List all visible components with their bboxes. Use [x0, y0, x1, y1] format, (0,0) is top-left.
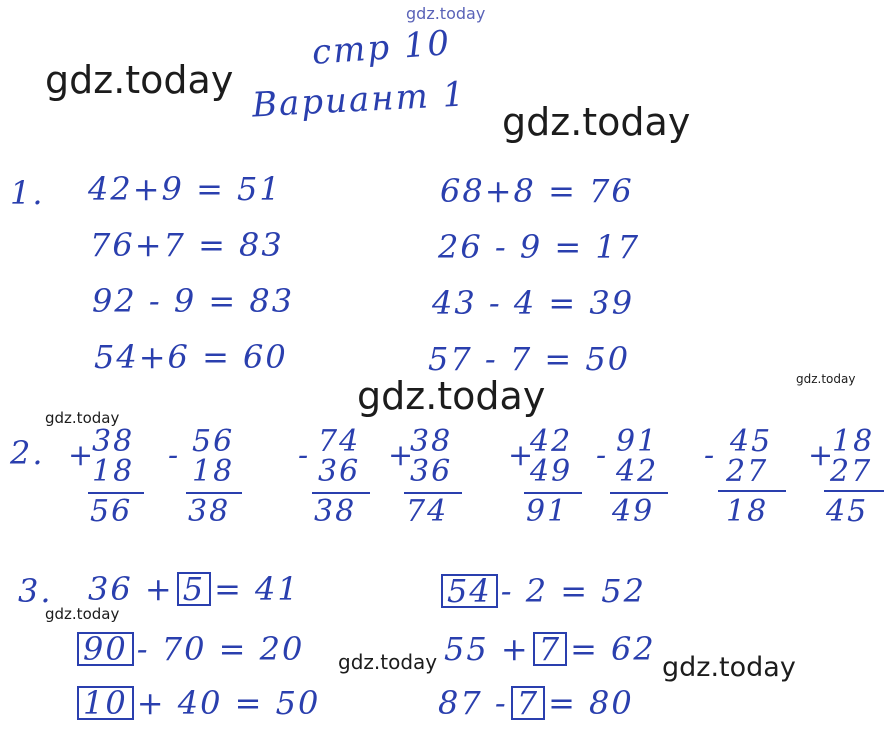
operation-sign: +: [388, 438, 414, 473]
answer-box: 5: [177, 572, 211, 606]
column-calculation: [596, 424, 676, 534]
page-heading: стр 10: [310, 23, 453, 73]
column-calculation: [508, 424, 588, 534]
result: 18: [726, 494, 769, 529]
column-calculation: [808, 424, 888, 534]
task1-item: 43 - 4 = 39: [432, 284, 635, 322]
column-calculation: [388, 424, 468, 534]
column-calculation: [704, 424, 794, 534]
operation-sign: -: [168, 438, 179, 473]
task1-item: 68+8 = 76: [440, 172, 634, 210]
task1-item: 54+6 = 60: [94, 338, 288, 376]
watermark-left: gdz.today: [45, 58, 234, 102]
task1-item: 92 - 9 = 83: [92, 282, 295, 320]
variant-heading: Вариант 1: [251, 74, 468, 126]
top-operand: 38: [410, 424, 453, 459]
bottom-operand: 27: [830, 454, 873, 489]
result: 74: [406, 494, 449, 529]
task1-item: 76+7 = 83: [90, 226, 284, 264]
answer-box: 10: [77, 686, 134, 720]
task3-number: 3.: [18, 572, 53, 610]
sum-line: [718, 490, 786, 492]
equation-right: - 70 = 20: [136, 630, 305, 668]
result: 38: [314, 494, 357, 529]
equation-left: 55 +: [444, 630, 530, 668]
top-operand: 91: [616, 424, 659, 459]
top-operand: 42: [530, 424, 573, 459]
column-calculation: [168, 424, 248, 534]
top-operand: 74: [318, 424, 361, 459]
answer-box: 7: [533, 632, 567, 666]
equation-right: = 62: [570, 630, 656, 668]
task1-item: 57 - 7 = 50: [428, 340, 631, 378]
operation-sign: -: [298, 438, 309, 473]
sum-line: [824, 490, 884, 492]
watermark-left-small-1: gdz.today: [45, 409, 120, 427]
task2-number: 2.: [10, 434, 45, 472]
column-calculation: [298, 424, 378, 534]
top-operand: 56: [192, 424, 235, 459]
equation-left: 87 -: [438, 684, 508, 722]
answer-box: 90: [77, 632, 134, 666]
equation-right: = 41: [214, 570, 300, 608]
operation-sign: -: [704, 438, 715, 473]
equation-left: 36 +: [88, 570, 174, 608]
task1-number: 1.: [10, 174, 45, 212]
task3-item: [88, 570, 300, 608]
answer-box: 7: [511, 686, 545, 720]
top-operand: 38: [92, 424, 135, 459]
watermark-top: gdz.today: [406, 4, 486, 23]
operation-sign: +: [68, 438, 94, 473]
result: 49: [612, 494, 655, 529]
column-calculation: [68, 424, 148, 534]
watermark-mid: gdz.today: [338, 650, 438, 674]
task3-item: [438, 572, 646, 610]
watermark-left-small-2: gdz.today: [45, 605, 120, 623]
task1-item: 26 - 9 = 17: [438, 228, 641, 266]
top-operand: 45: [730, 424, 773, 459]
watermark-right: gdz.today: [502, 100, 691, 144]
bottom-operand: 27: [726, 454, 769, 489]
task3-item: [74, 630, 304, 668]
task1-item: 42+9 = 51: [88, 170, 282, 208]
result: 56: [90, 494, 133, 529]
operation-sign: -: [596, 438, 607, 473]
task3-item: [438, 684, 634, 722]
bottom-operand: 18: [192, 454, 235, 489]
result: 91: [526, 494, 569, 529]
bottom-operand: 18: [92, 454, 135, 489]
operation-sign: +: [508, 438, 534, 473]
top-operand: 18: [832, 424, 875, 459]
equation-right: - 2 = 52: [500, 572, 646, 610]
result: 38: [188, 494, 231, 529]
watermark-center: gdz.today: [357, 374, 546, 418]
watermark-right-small: gdz.today: [796, 372, 856, 386]
bottom-operand: 49: [530, 454, 573, 489]
bottom-operand: 42: [616, 454, 659, 489]
answer-box: 54: [441, 574, 498, 608]
bottom-operand: 36: [318, 454, 361, 489]
operation-sign: +: [808, 438, 834, 473]
watermark-bottom-right: gdz.today: [662, 652, 796, 683]
equation-right: = 80: [548, 684, 634, 722]
task3-item: [444, 630, 656, 668]
equation-right: + 40 = 50: [136, 684, 321, 722]
result: 45: [826, 494, 869, 529]
task3-item: [74, 684, 320, 722]
bottom-operand: 36: [410, 454, 453, 489]
